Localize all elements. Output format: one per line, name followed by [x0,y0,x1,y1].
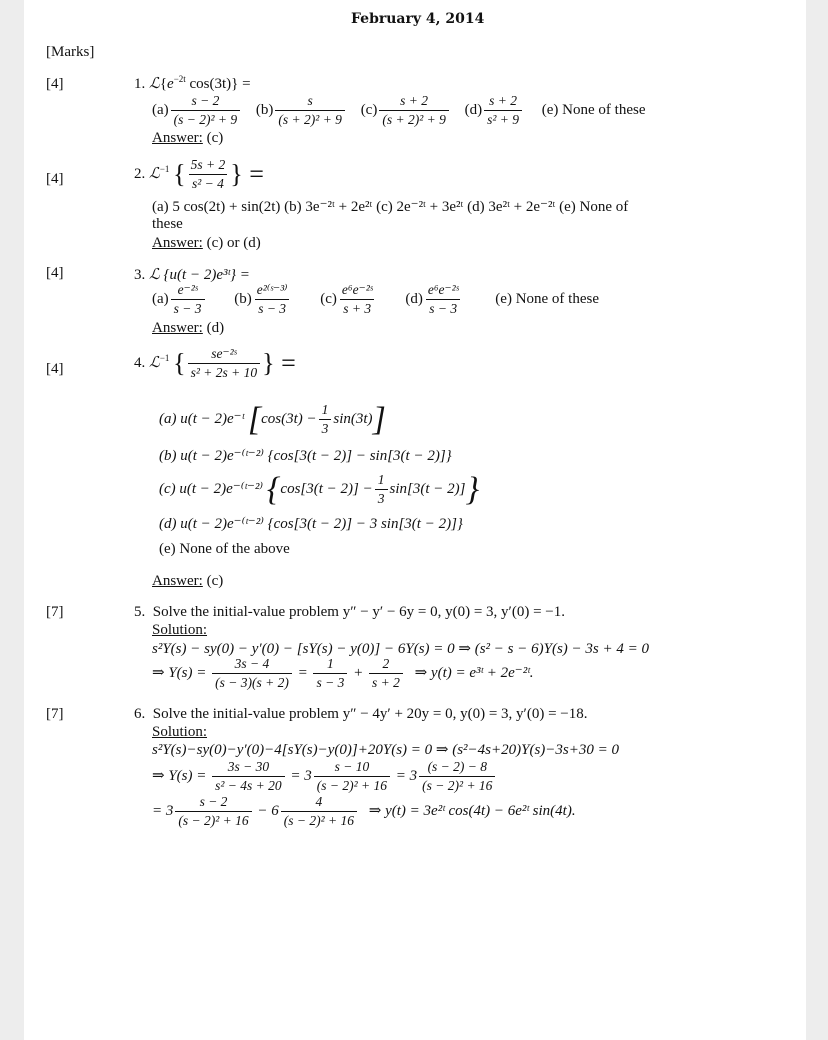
q2-options: (a) 5 cos(2t) + sin(2t) (b) 3e⁻²ᵗ + 2e²ᵗ (c) 2e⁻²ᵗ + 3e²ᵗ (d) 3e²ᵗ + 2e⁻²ᵗ (e) None of [152,199,629,215]
q1-option-b: (b) $\frac{s}{\text{(s + 2)² + 9}}$ [256,102,347,118]
q3-statement: 3. ℒ {u(t − 2)e³ᵗ} = [134,267,250,283]
q5-statement: 5. Solve the initial-value problem y″ − y′ − 6y = 0, y(0) = 3, y′(0) = −1. [134,604,566,620]
q3-option-b: (b) $\frac{\text{e²⁽ˢ⁻³⁾}}{s - 3}$ [234,282,288,317]
q6-solution-line1: s²Y(s)−sy(0)−y′(0)−4[sY(s)−y(0)]+20Y(s) = 0 ⇒ (s²−4s+20)Y(s)−3s+30 = 0 [152,742,619,758]
page-date: February 4, 2014 [351,11,485,27]
q4-marks: [4] [46,361,64,377]
q6-marks: [7] [46,706,64,722]
marks-label: [Marks] [46,44,95,60]
q3-options [152,283,599,316]
q2-options-cont: these [152,216,183,232]
q1-option-c: (c) $\frac{s + 2}{\text{(s + 2)² + 9}}$ [361,102,451,118]
q2-statement: 2. ℒ$^{-1}$ { $\frac{5s + 2}{\text{s² − 4}}$ } = [134,157,264,192]
q3-option-e: (e) None of these [495,291,600,308]
q4-statement: 4. ℒ$^{-1}$ { $\frac{\text{se⁻²ˢ}}{\text{s² + 2s + 10}}$ } = [134,346,296,381]
q1-statement: 1. $ℒ\{e^{-2t}$ cos(3t)} = [134,74,251,92]
document-page [24,0,806,1040]
q1-marks: [4] [46,76,64,92]
q4-answer: Answer: (c) [152,573,224,589]
q1-option-a: (a) $\frac{s - 2}{\text{(s − 2)² + 9}}$ [152,102,242,118]
q3-answer: Answer: (d) [152,320,225,336]
q5-solution-label: Solution: [152,622,208,638]
q1-option-e: (e) None of these [541,102,646,119]
q3-option-a: (a) $\frac{\text{e⁻²ˢ}}{s - 3}$ [152,291,207,307]
q1-answer: Answer: (c) [152,130,224,146]
q6-solution-line2: ⇒ Y(s) = $\frac{3s - 30}{\text{s² − 4s + 20}}$ = 3 $\frac{s - 10}{\text{(s − 2)² + 16}}$ = 3 $\frac{(s - 2) - 8}{\text{(s − 2)² + 16}}$ [152,760,497,793]
q6-solution-label: Solution: [152,724,208,740]
q2-marks: [4] [46,171,64,187]
q1-option-d: (d) $\frac{s + 2}{\text{s² + 9}}$ [465,102,524,118]
q4-option-a: (a) u(t − 2)e⁻ᵗ [cos(3t) − $\frac{1}{3}$ sin(3t)] [159,401,386,439]
q3-option-d: (d) $\frac{\text{e⁶e⁻²ˢ}}{s - 3}$ [405,282,459,317]
q6-solution-line3: = 3 $\frac{s - 2}{\text{(s − 2)² + 16}}$ − 6 $\frac{4}{\text{(s − 2)² + 16}}$ ⇒ y(t) = 3e²ᵗ cos(4t) − 6e²ᵗ sin(4t). [152,794,576,829]
q2-answer: Answer: (c) or (d) [152,235,261,251]
q6-statement: 6. Solve the initial-value problem y″ − 4y′ + 20y = 0, y(0) = 3, y′(0) = −18. [134,706,588,722]
q4-option-c: (c) u(t − 2)e⁻⁽ᵗ⁻²⁾ {cos[3(t − 2)] − $\frac{1}{3}$ sin[3(t − 2)]} [159,471,480,509]
q4-option-e: (e) None of the above [159,541,290,557]
q4-option-d: (d) u(t − 2)e⁻⁽ᵗ⁻²⁾ {cos[3(t − 2)] − 3 sin[3(t − 2)]} [159,516,463,532]
q3-option-c: (c) $\frac{\text{e⁶e⁻²ˢ}}{s + 3}$ [320,282,373,317]
q3-marks: [4] [46,265,64,281]
q5-solution-line1: s²Y(s) − sy(0) − y′(0) − [sY(s) − y(0)] − 6Y(s) = 0 ⇒ (s² − s − 6)Y(s) − 3s + 4 = 0 [152,641,649,657]
q5-solution-line2: ⇒ Y(s) = $\frac{3s - 4}{(s - 3)(s + 2)}$ = $\frac{1}{s - 3}$ + $\frac{2}{s + 2}$ ⇒ y(t) = e³ᵗ + 2e⁻²ᵗ. [152,656,534,691]
q1-options [152,94,646,127]
q4-option-b: (b) u(t − 2)e⁻⁽ᵗ⁻²⁾ {cos[3(t − 2)] − sin[3(t − 2)]} [159,448,452,464]
q5-marks: [7] [46,604,64,620]
